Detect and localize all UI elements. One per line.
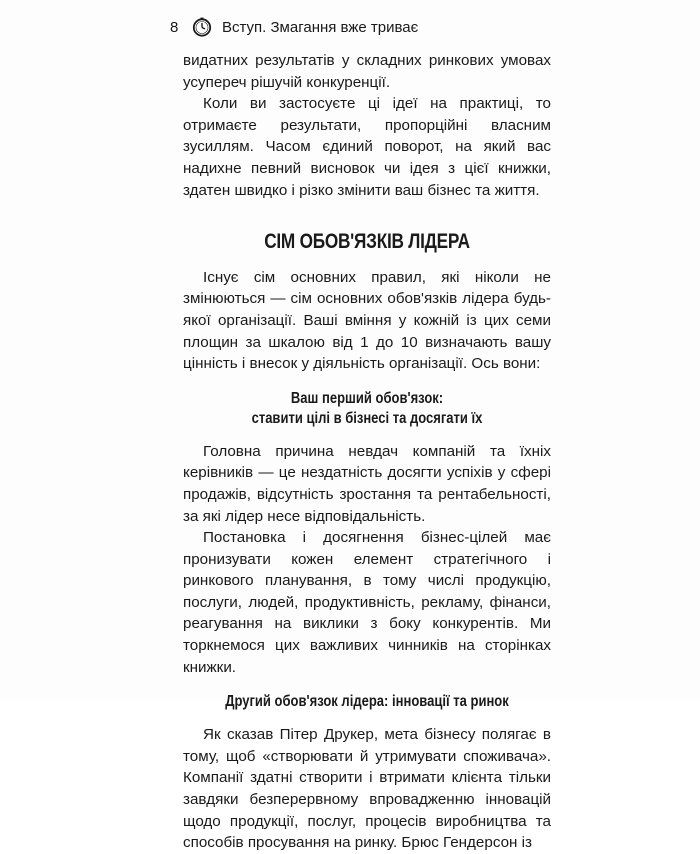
paragraph: Постановка і досягнення бізнес-цілей має пронизувати кожен елемент стратегічного і ринкового планування, в тому числі продукцію, послуги, людей, продуктивність, рекламу, фінанси, реагування на виклики з боку конкурентів. Ми торкнемося цих важливих чинників на сторінках книжки.	[183, 529, 551, 676]
page-number: 8	[170, 18, 179, 36]
paragraph: Існує сім основних правил, які ніколи не змінюються — сім основних обов'язків лідера будь-якої організації. Ваші вміння у кожній із цих семи площин за шкалою від 1 до 10 визначають вашу цінність і внесок у діяльність організації. Ось вони:	[183, 268, 551, 373]
running-header	[170, 14, 418, 40]
paragraph: Як сказав Пітер Друкер, мета бізнесу полягає в тому, щоб «створювати й утримувати споживача». Компанії здатні створити і втримати клієнта тільки завдяки безперервному впровадженню інновацій щодо продукції, послуг, процесів виробництва та способів просування на ринку. Брюс Гендерсон із	[183, 726, 551, 852]
subsection-heading-line: Ваш перший обов'язок:	[290, 389, 444, 407]
paragraph: Коли ви застосуєте ці ідеї на практиці, то отримаєте результати, пропорційні власним зусиллям. Часом єдиний поворот, на який вас надихне певний висновок чи ідея з цієї книжки, здатен швидко і різко змінити ваш бізнес та життя.	[183, 95, 551, 199]
subsection-heading: Другий обов'язок лідера: інновації та ринок	[225, 693, 509, 711]
chapter-title: Вступ. Змагання вже триває	[222, 18, 419, 36]
clock-icon	[192, 17, 212, 37]
paragraph: Головна причина невдач компаній та їхніх керівників — це нездатність досягти успіхів у сфері продажів, відсутність зростання та рентабельності, за які лідер несе відповідальність.	[183, 442, 551, 525]
paragraph: видатних результатів у складних ринкових умовах усупереч рішучій конкуренції.	[183, 52, 551, 91]
section-heading: СІМ ОБОВ'ЯЗКІВ ЛІДЕРА	[264, 230, 470, 254]
subsection-heading-line: ставити цілі в бізнесі та досягати їх	[251, 409, 483, 427]
main-text	[183, 50, 551, 854]
subsection-heading	[212, 389, 521, 429]
